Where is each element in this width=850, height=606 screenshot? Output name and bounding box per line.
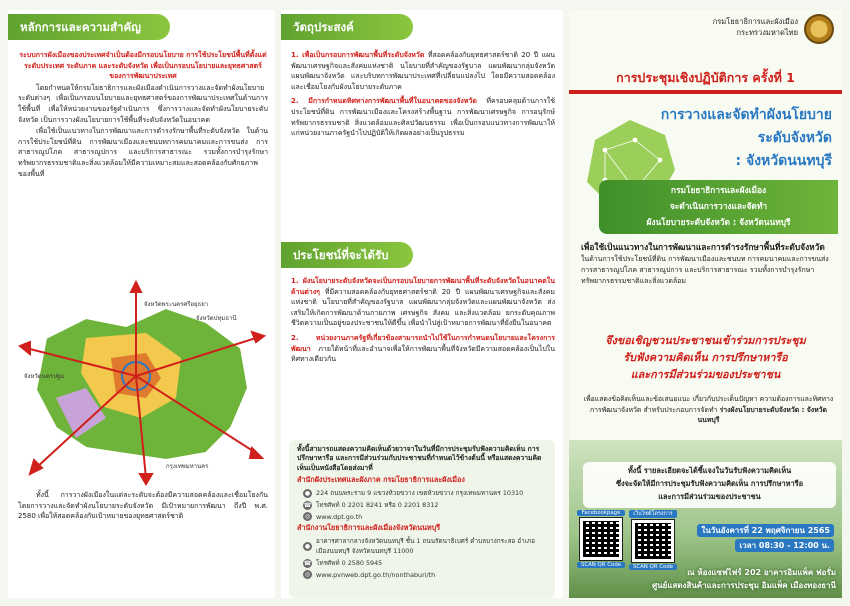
principles-para2: เพื่อใช้เป็นแนวทางในการพัฒนาและการดำรงรักษาพื้นที่ระดับจังหวัด ในด้านการใช้ประโยชน์ที่ดิน การพัฒนาเมืองและชนบทการคมนาคมและการขนส่ง การสาธารณูปโภค สาธารณูปการ และบริการสาธารณะ รวมทั้งการบำรุงรักษาทรัพยากรธรรมชาติและสิ่งแวดล้อมให้มีความเหมาะสมและสอดคล้องกับศักยภาพของพื้นที่ bbox=[18, 127, 268, 178]
principles-intro: ระบบการผังเมืองของประเทศจำเป็นต้องมีกรอบนโยบาย การใช้ประโยชน์พื้นที่ตั้งแต่ระดับประเทศ ระดับภาค และระดับจังหวัด เพื่อเป็นกรอบนโยบายและยุทธศาสตร์ของการพัฒนาประเทศ bbox=[19, 51, 267, 81]
qr-website[interactable] bbox=[629, 510, 677, 570]
qr-website-label: เว็บไซต์โครงการ bbox=[629, 510, 677, 518]
benefit-2-title: 2. หน่วยงานภาครัฐที่เกี่ยวข้องสามารถนำไปใช้ในการกำหนดนโยบายและโครงการพัฒนา bbox=[291, 333, 555, 353]
objective-2-title: 2. มีการกำหนดทิศทางการพัฒนาพื้นที่ในอนาคตของจังหวัด bbox=[291, 97, 477, 106]
left-panel bbox=[8, 10, 275, 598]
objective-2-text: ที่ครอบคลุมด้านการใช้ประโยชน์ที่ดิน การพัฒนาเมืองและโครงสร้างพื้นฐาน การพัฒนาเศรษฐกิจ การอนุรักษ์ทรัพยากรธรรมชาติ สิ่งแวดล้อมและศิลปวัฒนธรรม เพื่อเป็นกรอบแนวทางการพัฒนาให้แก่หน่วยงานภาครัฐนำไปปฏิบัติให้เกิดผลอย่างเป็นรูปธรรม bbox=[291, 97, 555, 138]
objective-1-title: 1. เพื่อเป็นกรอบการพัฒนาพื้นที่ระดับจังหวัด bbox=[291, 51, 425, 59]
purpose-bold: เพื่อใช้เป็นแนวทางในการพัฒนาและการดำรงรักษาพื้นที่ระดับจังหวัด bbox=[581, 242, 825, 252]
org1-tel: โทรศัพท์ 0 2201 8241 หรือ 0 2201 8312 bbox=[316, 501, 439, 510]
org2-address-row bbox=[303, 536, 547, 556]
org2-address: อาคารศาลากลางจังหวัดนนทบุรี ชั้น 1 ถนนรัตนาธิเบศร์ ตำบลบางกระสอ อำเภอเมืองนนทบุรี จังหวัดนนทบุรี 11000 bbox=[316, 537, 535, 556]
department-name: กรมโยธาธิการและผังเมือง bbox=[712, 17, 798, 26]
event-date: ในวันอังคารที่ 22 พฤศจิกายน 2565 bbox=[697, 524, 834, 537]
org1-web-row[interactable] bbox=[303, 512, 547, 521]
benefits-text bbox=[291, 276, 555, 366]
benefits-header: ประโยชน์ที่จะได้รับ bbox=[281, 242, 413, 268]
qr-code-icon[interactable] bbox=[580, 518, 622, 560]
event-venue bbox=[573, 566, 836, 592]
principles-text bbox=[18, 50, 268, 180]
org1-web[interactable]: www.dpt.go.th bbox=[316, 512, 363, 521]
phone-icon: ☎ bbox=[303, 559, 312, 567]
note-line1: ทั้งนี้ รายละเอียดจะได้ชี้แจงในวันรับฟังความคิดเห็น bbox=[627, 466, 792, 475]
org2-web-row[interactable] bbox=[303, 570, 547, 579]
right-panel bbox=[569, 10, 842, 598]
phone-icon: ☎ bbox=[303, 501, 312, 509]
qr-facebook-label: Facebookpage bbox=[577, 510, 625, 516]
note-box bbox=[583, 462, 836, 508]
main-title-3: : จังหวัดนนทบุรี bbox=[735, 153, 832, 169]
department-block bbox=[713, 16, 798, 38]
principles-footer-text: ทั้งนี้ การวางผังเมืองในแต่ละระดับจะต้องมีความสอดคล้องและเชื่อมโยงกัน โดยการวางและจัดทำผังนโยบายระดับจังหวัด มีเป้าหมายการพัฒนา ถึงปี พ.ศ. 2580 เพื่อให้สอดคล้องกับเป้าหมายของยุทธศาสตร์ชาติ bbox=[18, 491, 268, 521]
qr-code-icon[interactable] bbox=[632, 520, 674, 562]
benefit-1-title: 1. ผังนโยบายระดับจังหวัดจะเป็นกรอบนโยบายการพัฒนาพื้นที่ระดับจังหวัดในอนาคตในด้านต่างๆ bbox=[291, 277, 555, 296]
note-line3: และการมีส่วนร่วมของประชาชน bbox=[658, 492, 761, 501]
invitation-sub bbox=[583, 394, 834, 426]
objectives-text bbox=[291, 50, 555, 140]
event-time: เวลา 08:30 - 12:00 น. bbox=[735, 539, 834, 552]
qr-facebook-scan: SCAN QR Code bbox=[577, 562, 625, 568]
contact-box bbox=[289, 440, 555, 598]
workshop-title: การประชุมเชิงปฏิบัติการ ครั้งที่ 1 bbox=[616, 70, 795, 85]
event-datetime bbox=[697, 524, 834, 552]
map-label-4: กรุงเทพมหานคร bbox=[166, 463, 209, 470]
venue-line2: ศูนย์แสดงสินค้าและการประชุม อิมแพ็ค เมืองทองธานี bbox=[652, 581, 836, 590]
purpose-text: ในด้านการใช้ประโยชน์ที่ดิน การพัฒนาเมืองและชนบท การคมนาคมและการขนส่ง การสาธารณูปโภค สาธารณูปการ และบริการสาธารณะ รวมทั้งการบำรุงรักษาทรัพยากรธรรมชาติและสิ่งแวดล้อม bbox=[581, 255, 829, 285]
invitation-line3: และการมีส่วนร่วมของประชาชน bbox=[630, 368, 781, 381]
invitation-sub-bold: ร่างผังนโยบายระดับจังหวัด : จังหวัดนนทบุรี bbox=[697, 405, 828, 424]
map-label-3: จังหวัดนครปฐม bbox=[24, 373, 65, 380]
title-divider bbox=[569, 90, 842, 94]
invitation-line1: จึงขอเชิญชวนประชาชนเข้าร่วมการประชุม bbox=[605, 334, 806, 347]
invitation-line2: รับฟังความคิดเห็น การปรึกษาหารือ bbox=[623, 351, 788, 364]
objectives-header: วัตถุประสงค์ bbox=[281, 14, 413, 40]
green-box-line3: ผังนโยบายระดับจังหวัด : จังหวัดนนทบุรี bbox=[646, 217, 791, 227]
green-announcement-box bbox=[599, 180, 838, 234]
principles-header: หลักการและความสำคัญ bbox=[8, 14, 170, 40]
qr-facebook[interactable] bbox=[577, 510, 625, 568]
contact-intro: ทั้งนี้สามารถแสดงความคิดเห็นด้วยวาจาในวันที่มีการประชุมรับฟังความคิดเห็น การปรึกษาหารือ และการมีส่วนร่วมกับประชาชนที่กำหนดไว้ข้างต้นนี้ หรือแสดงความคิดเห็นเป็นหนังสือโดยส่งมาที่ bbox=[297, 445, 542, 472]
org2-web[interactable]: www.pvnweb.dpt.go.th/nonthaburi/th bbox=[316, 570, 436, 579]
org1-tel-row bbox=[303, 500, 547, 510]
principles-para1: โดยกำหนดให้กรมโยธาธิการและผังเมืองดำเนินการวางและจัดทำผังนโยบายระดับต่างๆ เพื่อเป็นกรอบนโยบายและยุทธศาสตร์ของการพัฒนาประเทศในด้านการใช้พื้นที่ เพื่อให้หน่วยงานของรัฐดำเนินการ ซึ่งการวางและจัดทำผังนโยบายระดับจังหวัด เป็นการวางผังนโยบายการใช้พื้นที่ระดับจังหวัดในอนาคต bbox=[18, 83, 268, 124]
province-map bbox=[16, 278, 268, 486]
main-title-1: การวางและจัดทำผังนโยบาย bbox=[660, 107, 832, 123]
org2-name: สำนักงานโยธาธิการและผังเมืองจังหวัดนนทบุรี bbox=[297, 523, 441, 533]
benefit-1-text: ที่มีความสอดคล้องกับยุทธศาสตร์ชาติ 20 ปี แผนพัฒนาเศรษฐกิจและสังคมแห่งชาติ นโยบายที่สำคัญของรัฐบาล แผนพัฒนากลุ่มจังหวัดและแผนพัฒนาจังหวัด ส่งเสริมให้เกิดการพัฒนาด้านกายภาพ เศรษฐกิจ สังคม และสิ่งแวดล้อม ยกระดับคุณภาพชีวิตความเป็นอยู่ของประชาชนให้ดีขึ้น เพื่อนำไปสู่เป้าหมายการพัฒนาที่ยั่งยืนในอนาคต bbox=[291, 287, 555, 328]
qr-website-scan: SCAN QR Code bbox=[629, 564, 677, 570]
map-label-2: จังหวัดปทุมธานี bbox=[196, 315, 237, 322]
benefit-2-text: ภายใต้หน้าที่และอำนาจเพื่อให้การพัฒนาพื้นที่จังหวัดมีความสอดคล้องเป็นไปในทิศทางเดียวกัน bbox=[291, 344, 555, 364]
org2-tel-row bbox=[303, 558, 547, 568]
invitation-block bbox=[573, 332, 838, 383]
ministry-seal-icon bbox=[804, 14, 834, 44]
green-box-line2: จะดำเนินการวางและจัดทำ bbox=[669, 201, 768, 211]
map-label-1: จังหวัดพระนครศรีอยุธยา bbox=[144, 301, 209, 308]
venue-line1: ณ ห้องแซฟไฟร์ 202 อาคารอิมแพ็ค ฟอรั่ม bbox=[687, 568, 836, 577]
location-pin-icon: ● bbox=[304, 542, 311, 550]
purpose-block bbox=[581, 242, 834, 287]
org2-tel: โทรศัพท์ 0 2580 5945 bbox=[316, 559, 383, 568]
location-pin-icon: ● bbox=[304, 489, 311, 497]
invitation-sub-text: เพื่อแสดงข้อคิดเห็นและข้อเสนอแนะ เกี่ยวกับประเด็นปัญหา ความต้องการและทิศทางการพัฒนาจังหวัด สำหรับประกอบการจัดทำ bbox=[583, 395, 834, 414]
green-box-line1: กรมโยธาธิการและผังเมือง bbox=[670, 185, 767, 195]
note-line2: ซึ่งจะจัดให้มีการประชุมรับฟังความคิดเห็น การปรึกษาหารือ bbox=[615, 479, 804, 488]
principles-footer bbox=[18, 490, 268, 523]
objective-1-text: ที่สอดคล้องกับยุทธศาสตร์ชาติ 20 ปี แผนพัฒนาเศรษฐกิจและสังคมแห่งชาติ นโยบายที่สำคัญของรัฐบาล แผนพัฒนากลุ่มจังหวัด แผนพัฒนาจังหวัด และบริบทการพัฒนาประเทศที่เปลี่ยนแปลงไป โดยมีความสอดคล้องและเชื่อมโยงกับผังนโยบายระดับภาค bbox=[291, 51, 555, 91]
globe-icon: ◎ bbox=[304, 571, 311, 579]
globe-icon: ◎ bbox=[304, 513, 311, 521]
org1-name: สำนักผังประเทศและผังภาค กรมโยธาธิการและผังเมือง bbox=[297, 475, 465, 485]
org1-address-row bbox=[303, 488, 547, 498]
ministry-name: กระทรวงมหาดไทย bbox=[736, 28, 798, 37]
middle-panel bbox=[281, 10, 563, 598]
org1-address: 224 ถนนพระราม 9 แขวงห้วยขวาง เขตห้วยขวาง กรุงเทพมหานคร 10310 bbox=[316, 489, 524, 498]
main-title-2: ระดับจังหวัด bbox=[757, 130, 832, 146]
